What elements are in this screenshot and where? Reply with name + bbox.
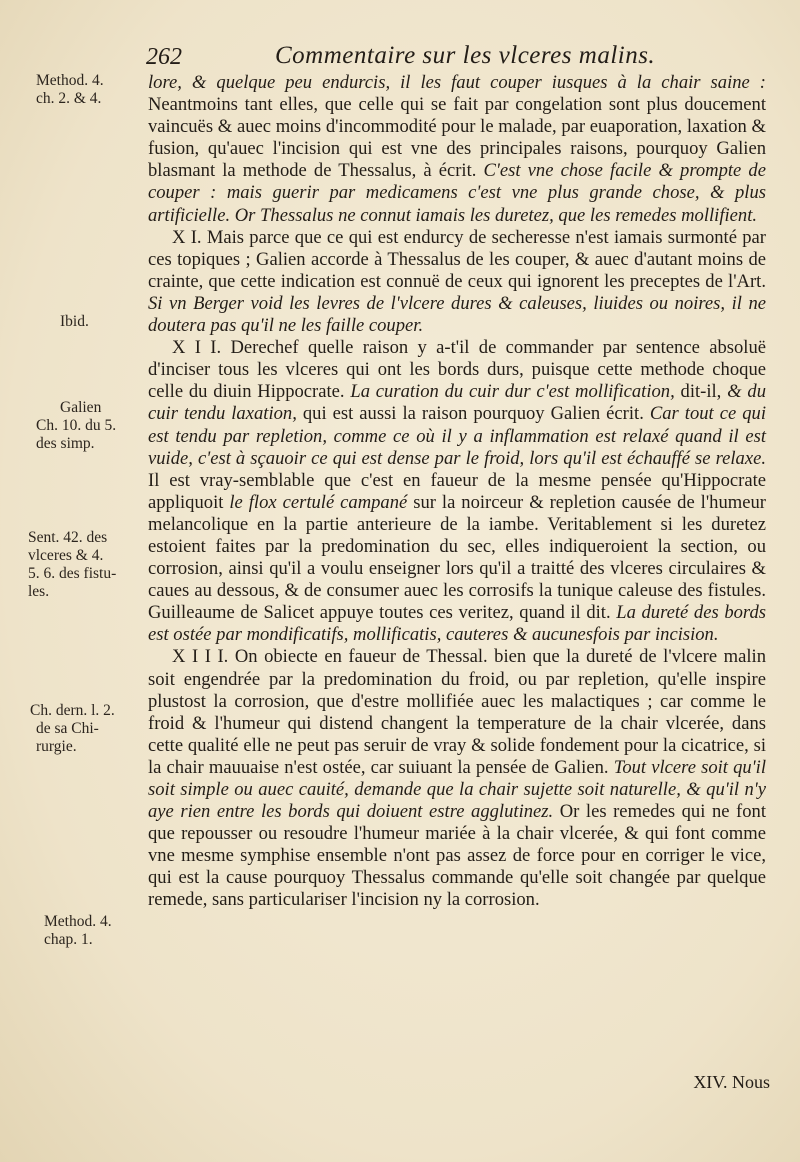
text-run: X I. Mais parce que ce qui est endurcy de secheresse n'est iamais surmonté par ces topiques ; Galien accorde à Thessalus de les couper, & auec d'autant moins de crainte, que cette indication est connuë de ceux qui ignorent les preceptes de l'Art. [148, 226, 766, 292]
margin-note-galien [36, 399, 146, 453]
margin-note-line: vlceres & 4. [28, 547, 104, 564]
page-header [140, 40, 790, 74]
paragraph [148, 72, 766, 227]
margin-note-line: les. [28, 583, 50, 600]
text-run: Or les remedes qui ne font que repousser ou resoudre l'humeur mariée à la chair vlcerée, & qui font comme vne mesme symphise ensemble n'ont pas assez de force pour en corriger le vice, qui est la cause pourquoy Thessalus commande qu'elle soit changée par quelque remede, sans particulariser l'incision ny la corrosion. [148, 801, 767, 911]
margin-note-line: Ch. dern. l. 2. [30, 702, 115, 719]
margin-note-line: 5. 6. des fistu- [28, 565, 117, 582]
margin-note-line: Method. 4. [36, 72, 104, 89]
text-run: dit-il, [674, 381, 728, 403]
margin-note-line: de sa Chi- [36, 720, 99, 737]
margin-note-line: Sent. 42. des [28, 529, 108, 546]
margin-note-line: ch. 2. & 4. [36, 90, 102, 107]
text-run: X I I I. On obiecte en faueur de Thessal. bien que la dureté de l'vlcere malin soit engendrée par la predomination du froid, ou par repletion, qu'elle inspire plustost la corrosion, que d'estre mollifiée auec les malactiques ; car comme le froid & l'humeur qui distend changent la temperature de la chair vlcerée, dans cette qualité elle ne peut pas seruir de vray & solide fondement pour la cicatrice, si la chair mauuaise n'est ostée, car suiuant la pensée de Galien. [148, 646, 766, 778]
text-run: qui est aussi la raison pourquoy Galien écrit. [296, 403, 650, 425]
italic-quotation: lore, & quelque peu endurcis, il les faut couper iusques à la chair saine : [148, 72, 766, 93]
italic-quotation: Si vn Berger void les levres de l'vlcere dures & caleuses, liuides ou noires, il ne doutera pas qu'il ne les faille couper. [148, 292, 766, 337]
italic-quotation: C'est vne chose facile & prompte de couper : mais guerir par medicamens c'est vne plus grande chose, & plus artificielle. Or Thessalus ne connut iamais les duretez, que les remedes mollifient. [148, 160, 766, 226]
italic-quotation: & du cuir tendu laxation, [148, 381, 766, 425]
body-text [148, 72, 766, 912]
italic-quotation: La dureté des bords est ostée par mondificatifs, mollificatis, cauteres & aucunesfois par incision. [148, 602, 767, 646]
margin-note-method-4 [36, 72, 146, 108]
paragraph [148, 227, 766, 337]
margin-note-line: des simp. [36, 435, 95, 452]
margin-note-chirurgie [30, 702, 140, 756]
margin-note-line: Ibid. [60, 313, 89, 330]
page-number: 262 [146, 44, 182, 70]
margin-note-method-4-chap-1 [44, 913, 154, 949]
text-run: X I I. Derechef quelle raison y a-t'il de commander par sentence absoluë d'inciser tous les vlceres qui ont les bords durs, puisque cette methode choque celle du diuin Hippocrate. [148, 337, 766, 403]
italic-quotation: La curation du cuir dur c'est mollification, [350, 381, 675, 403]
paragraph [148, 337, 766, 646]
margin-note-line: Galien [60, 399, 102, 416]
margin-note-sentence-42 [28, 529, 138, 601]
italic-quotation: Tout vlcere soit qu'il soit simple ou auec cauité, demande que la chair sujette soit naturelle, & qu'il n'y aye rien entre les bords qui doiuent estre agglutinez. [148, 756, 766, 823]
margin-note-line: Method. 4. [44, 913, 112, 930]
catchword: XIV. Nous [693, 1072, 770, 1092]
running-title: Commentaire sur les vlceres malins. [275, 42, 656, 69]
margin-note-line: chap. 1. [44, 931, 93, 948]
margin-note-line: rurgie. [36, 738, 77, 755]
italic-quotation: le flox certulé campané [229, 491, 408, 513]
paragraph [148, 646, 766, 911]
text-run: sur la noirceur & repletion causée de l'humeur melancolique en la partie anterieure de la iambe. Veritablement si les duretez estoient faites par la predomination du sec, elles indiqueroient la section, ou corrosion, ainsi qu'il a voulu enseigner lors qu'il a traitté des vlceres circulaires & caues au dessous, & de consumer auec les corrosifs la tunique caleuse des fistules. Guilleaume de Salicet appuye toutes ces veritez, quand il dit. [148, 491, 766, 624]
margin-note-line: Ch. 10. du 5. [36, 417, 117, 434]
italic-quotation: Car tout ce qui est tendu par repletion, comme ce où il y a inflammation est relaxé quand il est vuide, c'est à sçauoir ce qui est dense par le froid, lors qu'il est échauffé se relaxe. [148, 403, 766, 469]
text-run: Neantmoins tant elles, que celle qui se fait par congelation sont plus doucement vaincuës & auec moins d'incommodité pour le malade, par euaporation, laxation & fusion, qu'auec l'incision qui est vne des principales raisons, pourquoy Galien blasmant la methode de Thessalus, à écrit. [148, 94, 766, 182]
text-run: Il est vray-semblable que c'est en faueur de la mesme pensée qu'Hippocrate appliquoit [148, 469, 766, 513]
